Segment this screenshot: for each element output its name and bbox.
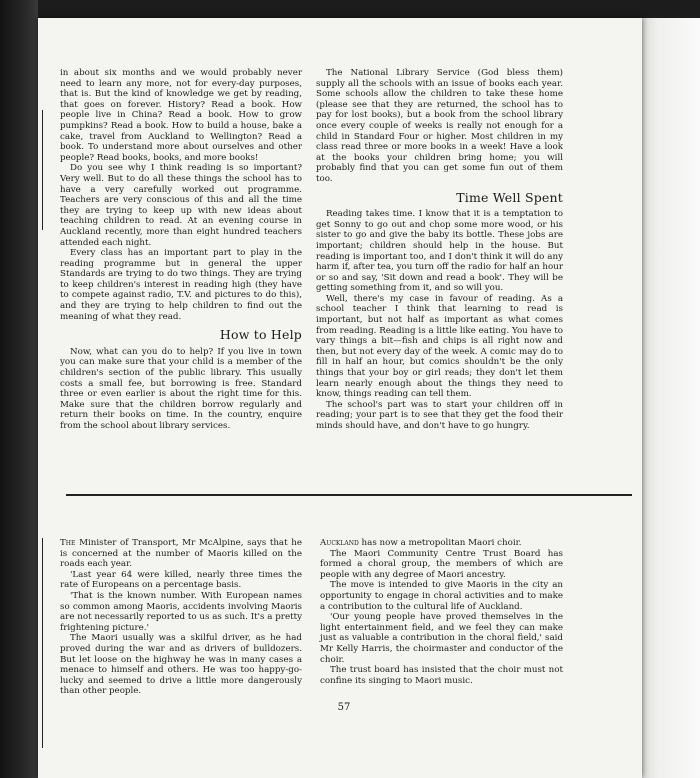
margin-line [42, 110, 43, 230]
paragraph: in about six months and we would probably never need to learn any more, not for every-day purposes, that is. But the kind of knowledge we get by reading, that goes on forever. History? Read a book. How people live in China? Read a book. How to grow pumpkins? Read a book. How to build a house, bake a cake, travel from Auckland to Wellington? Read a book. To understand more about ourselves and other people? Read books, books, and more books! [60, 68, 302, 163]
bottom-right-column [320, 538, 563, 686]
news-item-maori-choir [320, 538, 563, 549]
margin-line [42, 538, 43, 748]
paragraph: Reading takes time. I know that it is a temptation to get Sonny to go out and chop some more wood, or his sister to go and give the baby its bottle. These jobs are important; children should help in the house. But reading is important too, and I don't think it will do any harm if, after tea, you turn off the radio for half an hour or so and say, 'Sit down and read a book'. They will be getting something from it, and so will you. [316, 209, 563, 294]
lead-word: Auckland [320, 538, 359, 548]
section-heading-how-to-help: How to Help [219, 327, 302, 343]
page-number: 57 [337, 702, 351, 713]
horizontal-rule [66, 494, 632, 496]
paragraph: Now, what can you do to help? If you live in town you can make sure that your child is a member of the children's section of the public library. This usually costs a small fee, but borrowing is free. Standard three or even earlier is about the right time for this. Make sure that the children borrow regularly and return their books on time. In the country, enquire from the school about library services. [60, 346, 302, 431]
paragraph: The trust board has insisted that the choir must not confine its singing to Maori music. [320, 665, 563, 686]
paragraph: Every class has an important part to play in the reading programme but in general the upper Standards are trying to do two things. They are trying to keep children's interest in reading high (they have to compete against radio, T.V. and pictures to do this), and they are trying to help children to find out the meaning of what they read. [60, 248, 302, 322]
top-right-column [316, 68, 563, 432]
paragraph: The Maori usually was a skilful driver, as he had proved during the war and as drivers of bulldozers. But let loose on the highway he was in many cases a menace to himself and others. He was too happy-go-lucky and seemed to drive a little more dangerously than other people. [60, 633, 302, 697]
paragraph: The National Library Service (God bless them) supply all the schools with an issue of books each year. Some schools allow the children to take these home (please see that they are returned, the school has to pay for lost books), but a book from the school library once every couple of weeks is really not enough for a child in Standard Four or higher. Most children in my class read three or more books in a week! Have a look at the books your children bring home; you will probably find that you can get some fun out of them too. [316, 68, 563, 184]
paragraph: The Maori Community Centre Trust Board has formed a choral group, the members of which are people with any degree of Maori ancestry. [320, 548, 563, 580]
lead-text: has now a metropolitan Maori choir. [358, 538, 522, 548]
magazine-page [38, 18, 642, 778]
lead-text: Minister of Transport, Mr McAlpine, says that he is concerned at the number of Maoris killed on the roads each year. [60, 538, 302, 570]
paragraph: 'That is the known number. With European names so common among Maoris, accidents involving Maoris are not necessarily reported to us as such. It's a pretty frightening picture.' [60, 590, 302, 633]
section-heading-time-well-spent: Time Well Spent [456, 189, 563, 205]
paragraph: The school's part was to start your children off in reading; your part is to see that they get the food their minds should have, and don't have to go hungry. [316, 399, 563, 431]
bottom-left-column [60, 538, 302, 697]
next-page-edge [640, 18, 700, 778]
paragraph: 'Our young people have proved themselves in the light entertainment field, and we feel they can make just as valuable a contribution in the choral field,' said Mr Kelly Harris, the choirmaster and conductor of the choir. [320, 612, 563, 665]
lead-word: The [60, 538, 76, 548]
top-left-column [60, 68, 302, 432]
paragraph: Well, there's my case in favour of reading. As a school teacher I think that learning to read is important, but not half as important as what comes from reading. Reading is a little like eating. You have to vary things a bit—fish and chips is all right now and then, but not every day of the week. A comic may do to fill in half an hour, but comics shouldn't be the only things that your boy or girl reads; they don't let them learn nearly enough about the things they need to know, things reading can tell them. [316, 293, 563, 400]
paragraph: The move is intended to give Maoris in the city an opportunity to engage in choral activities and to make a contribution to the cultural life of Auckland. [320, 580, 563, 612]
book-spine [0, 0, 38, 778]
news-item-road-deaths [60, 538, 302, 570]
paragraph: 'Last year 64 were killed, nearly three times the rate of Europeans on a percentage basis. [60, 569, 302, 591]
paragraph: Do you see why I think reading is so important? Very well. But to do all these things the school has to have a very carefully worked out programme. Teachers are very conscious of this and all the time they are trying to keep up with new ideas about teaching children to read. At an evening course in Auckland recently, more than eight hundred teachers attended each night. [60, 163, 302, 248]
